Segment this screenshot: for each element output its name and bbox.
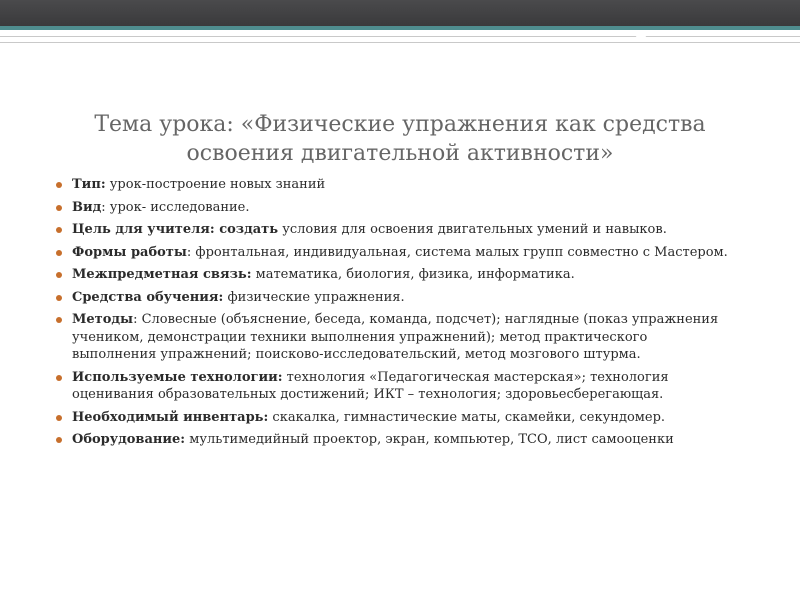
bullet-text: : Словесные (объяснение, беседа, команда, подсчет); наглядные (показ упражнения учеником, демонстрации техники выполнения упражнений); метод практического выполнения упражнений; поисково-исследовательский, метод мозгового штурма. xyxy=(72,312,719,362)
bullet-list xyxy=(56,176,728,454)
bullet-label: Формы работы xyxy=(72,244,187,260)
bullet-text: : фронтальная, индивидуальная, система малых групп совместно с Мастером. xyxy=(186,244,728,260)
bullet-dot-icon xyxy=(56,375,62,381)
bullet-dot-icon xyxy=(56,250,62,256)
bullet-dot-icon xyxy=(56,317,62,323)
bullet-label: Тип: xyxy=(72,177,106,192)
bullet-dot-icon xyxy=(56,272,62,278)
bullet-text: технология «Педагогическая мастерская»; технология оценивания образовательных достижений; ИКТ – технология; здоровьесберегающая. xyxy=(72,369,669,402)
bullet-item-equipment xyxy=(56,431,728,449)
bullet-item-technologies xyxy=(56,369,728,404)
bullet-label: Средства обучения: xyxy=(72,289,224,305)
slide-rule-upper xyxy=(0,36,800,37)
bullet-text: скакалка, гимнастические маты, скамейки, секундомер. xyxy=(268,409,666,425)
slide-top-band xyxy=(0,0,800,26)
bullet-item-teaching-means xyxy=(56,289,728,307)
slide-title xyxy=(40,110,760,168)
bullet-label: Необходимый инвентарь: xyxy=(72,409,269,425)
bullet-text: : урок- исследование. xyxy=(101,199,250,215)
bullet-text: условия для освоения двигательных умений и навыков. xyxy=(278,222,667,237)
bullet-label: Оборудование: xyxy=(72,432,186,447)
bullet-item-kind xyxy=(56,199,728,217)
bullet-label: Используемые технологии: xyxy=(72,369,283,385)
bullet-item-work-forms xyxy=(56,244,728,262)
bullet-item-methods xyxy=(56,311,728,364)
bullet-dot-icon xyxy=(56,182,62,188)
slide-notch-triangle xyxy=(632,30,650,42)
bullet-label: Методы xyxy=(72,312,134,327)
slide-accent-stripe xyxy=(0,26,800,30)
bullet-text: физические упражнения. xyxy=(223,289,405,305)
slide-title-line-2: освоения двигательной активности» xyxy=(186,141,614,166)
bullet-label: Вид xyxy=(72,199,102,215)
slide-title-line-1: Тема урока: «Физические упражнения как средства xyxy=(94,112,706,137)
bullet-item-inventory xyxy=(56,409,728,427)
bullet-item-type xyxy=(56,176,728,194)
bullet-dot-icon xyxy=(56,415,62,421)
bullet-dot-icon xyxy=(56,295,62,301)
bullet-text: математика, биология, физика, информатика. xyxy=(251,267,575,282)
bullet-dot-icon xyxy=(56,437,62,443)
bullet-item-goal xyxy=(56,221,728,239)
bullet-text: урок-построение новых знаний xyxy=(105,177,326,192)
bullet-dot-icon xyxy=(56,205,62,211)
bullet-label: Цель для учителя: создать xyxy=(72,222,279,237)
bullet-dot-icon xyxy=(56,227,62,233)
bullet-label: Межпредметная связь: xyxy=(72,267,252,282)
slide-rule-lower xyxy=(0,42,800,43)
bullet-text: мультимедийный проектор, экран, компьютер, ТСО, лист самооценки xyxy=(185,432,674,447)
bullet-item-interdisciplinary xyxy=(56,266,728,284)
